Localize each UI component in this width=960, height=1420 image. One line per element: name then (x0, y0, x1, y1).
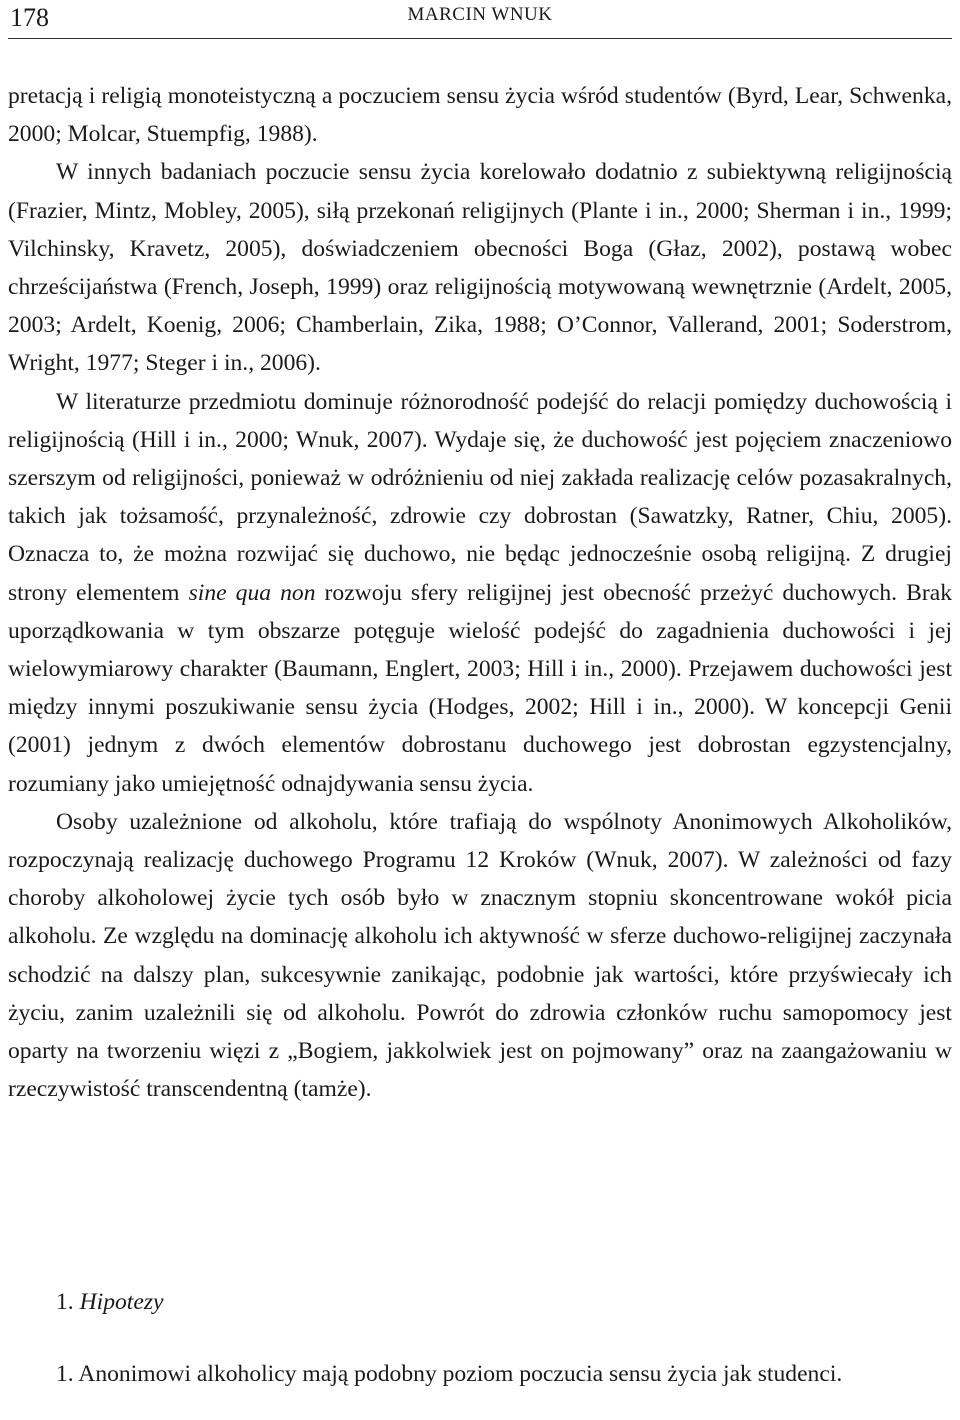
text-run: rozwoju sfery religijnej jest obecność przeżyć duchowych. Brak uporządkowania w tym obszarze potęguje wielość podejść do zagadnienia duchowości i jej wielowymiarowy charakter (Baumann, Englert, 2003; Hill i in., 2000). Przejawem duchowości jest między innymi poszukiwanie sensu życia (Hodges, 2002; Hill i in., 2000). W koncepcji Genii (2001) jednym z dwóch elementów dobrostanu duchowego jest dobrostan egzystencjalny, rozumiany jako umiejętność odnajdywania sensu życia. (8, 579, 952, 797)
text-run: W literaturze przedmiotu dominuje różnorodność podejść do relacji pomiędzy duchowością i religijnością (Hill i in., 2000; Wnuk, 2007). Wydaje się, że duchowość jest pojęciem znaczeniowo szerszym od religijności, ponieważ w odróżnieniu od niej zakłada realizację celów pozasakralnych, takich jak tożsamość, przynależność, zdrowie czy dobrostan (Sawatzky, Ratner, Chiu, 2005). Oznacza to, że można rozwijać się duchowo, nie będąc jednocześnie osobą religijną. Z drugiej strony elementem (8, 388, 952, 606)
body-text (8, 77, 952, 1108)
page-header (8, 0, 952, 39)
hypothesis-1: 1. Anonimowi alkoholicy mają podobny poziom poczucia sensu życia jak studenci. (56, 1361, 843, 1387)
text-run: Osoby uzależnione od alkoholu, które trafiają do wspólnoty Anonimowych Alkoholików, rozpoczynają realizację duchowego Programu 12 Kroków (Wnuk, 2007). W zależności od fazy choroby alkoholowej życie tych osób było w znacznym stopniu skoncentrowane wokół picia alkoholu. Ze względu na dominację alkoholu ich aktywność w sferze duchowo-religijnej zaczynała schodzić na dalszy plan, sukcesywnie zanikając, podobnie jak wartości, które przyświecały ich życiu, zanim uzależnili się od alkoholu. Powrót do zdrowia członków ruchu samopomocy jest oparty na tworzeniu więzi z „Bogiem, jakkolwiek jest on pojmowany” oraz na zaangażowaniu w rzeczywistość transcendentną (tamże). (8, 808, 952, 1103)
page-number: 178 (10, 3, 49, 32)
section-heading (56, 1289, 163, 1316)
running-head: MARCIN WNUK (407, 4, 553, 25)
paragraph (8, 803, 952, 1109)
paragraph (8, 153, 952, 382)
italic-phrase: sine qua non (188, 579, 316, 606)
text-run: W innych badaniach poczucie sensu życia korelowało dodatnio z subiektywną religijnością (Frazier, Mintz, Mobley, 2005), siłą przekonań religijnych (Plante i in., 2000; Sherman i in., 1999; Vilchinsky, Kravetz, 2005), doświadczeniem obecności Boga (Głaz, 2002), postawą wobec chrześcijaństwa (French, Joseph, 1999) oraz religijnością motywowaną wewnętrznie (Ardelt, 2005, 2003; Ardelt, Koenig, 2006; Chamberlain, Zika, 1988; O’Connor, Vallerand, 2001; Soderstrom, Wright, 1977; Steger i in., 2006). (8, 159, 952, 377)
paragraph (8, 77, 952, 153)
section-title: Hipotezy (79, 1289, 164, 1315)
section-number: 1. (56, 1289, 74, 1315)
paragraph (8, 383, 952, 803)
text-run: pretacją i religią monoteistyczną a poczuciem sensu życia wśród studentów (Byrd, Lear, Schwenka, 2000; Molcar, Stuempfig, 1988). (8, 83, 952, 148)
